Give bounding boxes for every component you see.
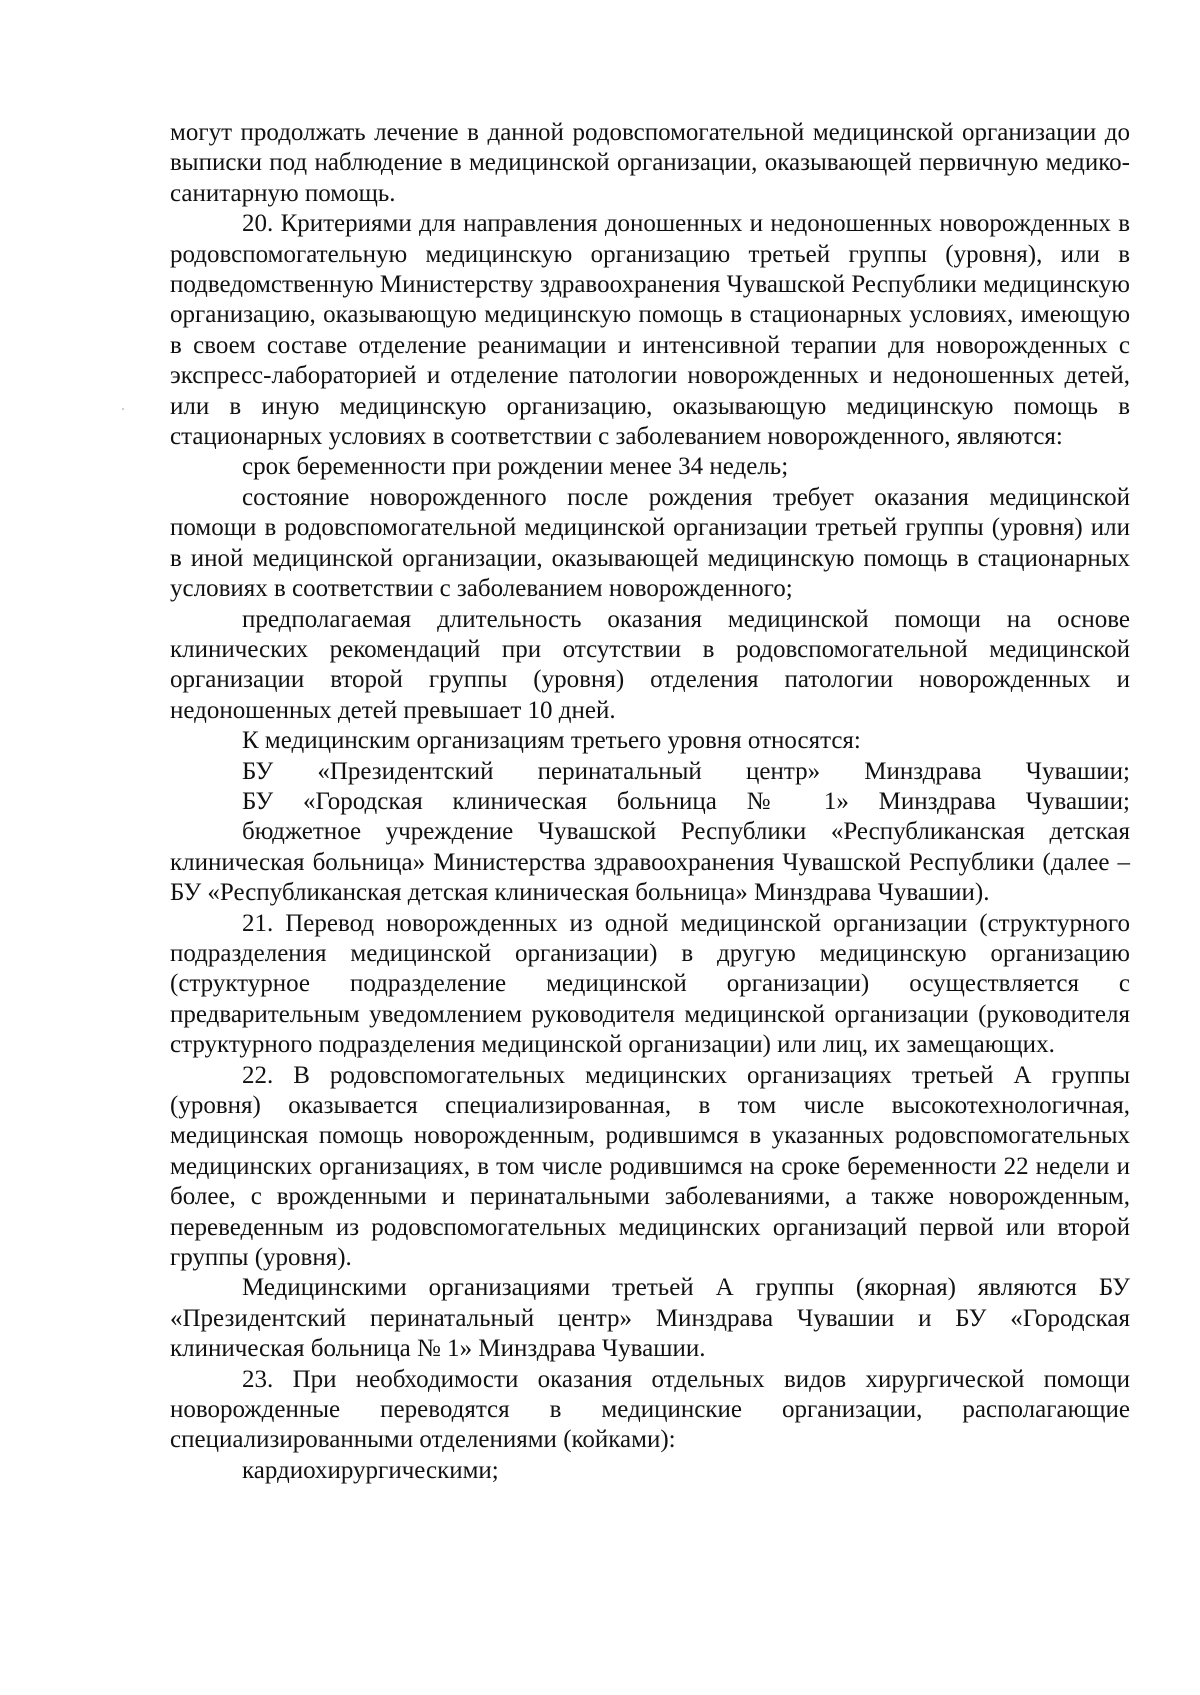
paragraph-item-22: 22. В родовспомогательных медицинских организациях третьей А группы (уровня) оказывается специализированная, в том числе высокотехнологичная, медицинская помощь новорожденным, родившимся в указанных родовспомогательных медицинских организациях, в том числе родившимся на сроке беременности 22 недели и более, с врожденными и перинатальными заболеваниями, а также новорожденным, переведенным из родовспомогательных медицинских организаций первой или второй группы (уровня). [170,1061,1130,1272]
paragraph-city-hospital: БУ «Городская клиническая больница № 1» Минздрава Чувашии; [242,787,1130,815]
scan-artifact [122,408,124,410]
paragraph-item-23: 23. При необходимости оказания отдельных видов хирургической помощи новорожденные переводятся в медицинские организации, располагающие специализированными отделениями (койками): [170,1365,1130,1454]
paragraph-continuation: могут продолжать лечение в данной родовспомогательной медицинской организации до выписки под наблюдение в медицинской организации, оказывающей первичную медико-санитарную помощь. [170,119,1130,207]
paragraph-item-20: 20. Критериями для направления доношенных и недоношенных новорожденных в родовспомогательную медицинскую организацию третьей группы (уровня), или в подведомственную Министерству здравоохранения Чувашской Республики медицинскую организацию, оказывающую медицинскую помощь в стационарных условиях, имеющую в своем составе отделение реанимации и интенсивной терапии для новорожденных с экспресс-лабораторией и отделение патологии новорожденных и недоношенных детей, или в иную медицинскую организацию, оказывающую медицинскую помощь в стационарных условиях в соответствии с заболеванием новорожденного, являются: [170,210,1130,451]
paragraph-criterion-condition: состояние новорожденного после рождения требует оказания медицинской помощи в родовспомогательной медицинской организации третьей группы (уровня) или в иной медицинской организации, оказывающей медицинскую помощь в стационарных условиях в соответствии с заболеванием новорожденного; [170,483,1130,603]
paragraph-item-21: 21. Перевод новорожденных из одной медицинской организации (структурного подразделения медицинской организации) в другую медицинскую организацию (структурное подразделение медицинской организации) осуществляется с предварительным уведомлением руководителя медицинской организации (руководителя структурного подразделения медицинской организации) или лиц, их замещающих. [170,909,1130,1059]
paragraph-perinatal-center: БУ «Президентский перинатальный центр» Минздрава Чувашии; [242,757,1130,785]
paragraph-third-level-intro: К медицинским организациям третьего уровня относятся: [242,727,861,755]
paragraph-criterion-duration: предполагаемая длительность оказания медицинской помощи на основе клинических рекомендаций при отсутствии в родовспомогательной медицинской организации второй группы (уровня) отделения патологии новорожденных и недоношенных детей превышает 10 дней. [170,605,1130,724]
document-body [170,118,1130,1486]
paragraph-criterion-gestation: срок беременности при рождении менее 34 недель; [242,453,789,481]
paragraph-anchor-organizations: Медицинскими организациями третьей А группы (якорная) являются БУ «Президентский перинатальный центр» Минздрава Чувашии и БУ «Городская клиническая больница № 1» Минздрава Чувашии. [170,1274,1130,1363]
paragraph-cardiosurgical: кардиохирургическими; [242,1456,499,1484]
paragraph-childrens-hospital: бюджетное учреждение Чувашской Республики «Республиканская детская клиническая больница» Министерства здравоохранения Чувашской Республики (далее – БУ «Республиканская детская клиническая больница» Минздрава Чувашии). [170,818,1130,907]
